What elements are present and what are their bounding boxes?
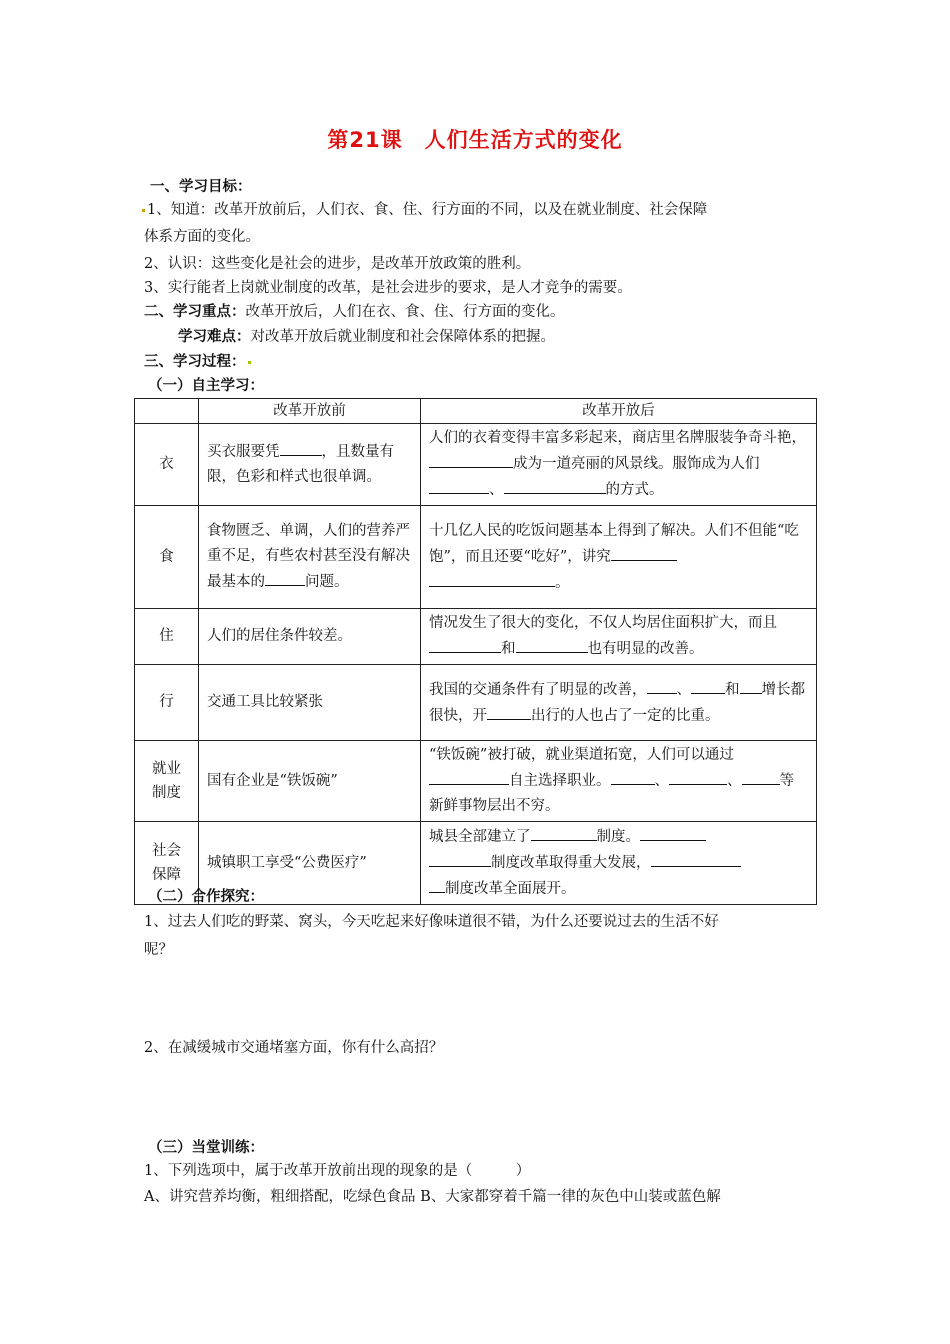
row-category: 就业 制度 [135,741,199,822]
row-category: 衣 [135,424,199,506]
fill-blank[interactable] [531,824,597,841]
key-points [144,302,565,322]
key-points-text: 改革开放后，人们在衣、食、住、行方面的变化。 [245,304,565,320]
row-category: 食 [135,506,199,609]
cell-after: 人们的衣着变得丰富多彩起来，商店里名牌服装争奇斗艳，成为一道亮丽的风景线。服饰成为人们、 的方式。 [421,424,817,506]
fill-blank[interactable] [429,477,489,494]
cooperation-q1-line-2: 呢？ [144,942,173,958]
header-empty-cell [135,399,199,424]
page-title: 第21课 人们生活方式的变化 [327,128,623,152]
cooperation-q1-line-1: 1、过去人们吃的野菜、窝头，今天吃起来好像味道很不错，为什么还要说过去的生活不好 [144,914,719,930]
header-after: 改革开放后 [421,399,817,424]
cell-after: 我国的交通条件有了明显的改善， 、 和 增长都很快，开 出行的人也占了一定的比重。 [421,665,817,741]
practice-heading: （三）当堂训练： [148,1140,264,1156]
fill-blank[interactable] [429,876,445,893]
header-before: 改革开放前 [199,399,421,424]
fill-blank[interactable] [429,636,501,653]
fill-blank[interactable] [647,677,677,694]
cell-before: 城镇职工享受“公费医疗” [199,822,421,905]
comparison-table [134,398,817,905]
fill-blank[interactable] [504,477,606,494]
fill-blank[interactable] [429,570,555,587]
fill-blank[interactable] [740,677,762,694]
table-row [135,741,817,822]
fill-blank[interactable] [265,569,305,586]
fill-blank[interactable] [669,768,727,785]
objective-2: 2、认识：这些变化是社会的进步，是改革开放政策的胜利。 [144,256,531,272]
fill-blank[interactable] [640,824,706,841]
difficulties [178,327,555,347]
objectives-heading: 一、学习目标： [150,179,252,195]
cell-before: 买衣服要凭 ，且数量有限，色彩和样式也很单调。 [199,424,421,506]
practice-q1-options: A、讲究营养均衡，粗细搭配，吃绿色食品 B、大家都穿着千篇一律的灰色中山装或蓝色解 [144,1189,721,1205]
cooperation-q2: 2、在减缓城市交通堵塞方面，你有什么高招？ [144,1040,444,1056]
table-row [135,506,817,609]
objective-1-line-2: 体系方面的变化。 [144,229,260,245]
fill-blank[interactable] [611,768,655,785]
cooperation-heading: （二）合作探究： [148,889,264,905]
difficulties-text: 对改革开放后就业制度和社会保障体系的把握。 [250,329,555,345]
objective-1-line-1: 1、知道：改革开放前后，人们衣、食、住、行方面的不同，以及在就业制度、社会保障 [142,200,707,220]
objective-3: 3、实行能者上岗就业制度的改革，是社会进步的要求，是人才竞争的需要。 [144,280,632,296]
fill-blank[interactable] [516,636,588,653]
fill-blank[interactable] [651,850,741,867]
fill-blank[interactable] [429,451,513,468]
key-points-label: 二、学习重点： [144,304,246,320]
practice-q1: 1、下列选项中，属于改革开放前出现的现象的是（ ） [144,1163,531,1179]
cell-before: 交通工具比较紧张 [199,665,421,741]
highlight-mark [142,209,145,212]
cell-after: 城县全部建立了 制度。 制度改革取得重大发展， 制度改革全面展开。 [421,822,817,905]
cell-after: 十几亿人民的吃饭问题基本上得到了解决。人们不但能“吃饱”，而且还要“吃好”，讲究 。 [421,506,817,609]
fill-blank[interactable] [742,768,780,785]
cell-after: 情况发生了很大的变化，不仅人均居住面积扩大，而且和 也有明显的改善。 [421,609,817,665]
row-category: 社会 保障 [135,822,199,905]
fill-blank[interactable] [611,544,677,561]
difficulties-label: 学习难点： [178,329,251,345]
process-heading: 三、学习过程： [144,352,253,372]
highlight-mark [248,361,251,364]
table-row [135,424,817,506]
row-category: 行 [135,665,199,741]
self-study-heading: （一）自主学习： [148,378,264,394]
cell-before: 人们的居住条件较差。 [199,609,421,665]
fill-blank[interactable] [691,677,725,694]
cell-before: 国有企业是“铁饭碗” [199,741,421,822]
cell-after: “铁饭碗”被打破，就业渠道拓宽，人们可以通过 自主选择职业。 、 、 等新鲜事物层出不穷。 [421,741,817,822]
fill-blank[interactable] [487,703,531,720]
cell-before: 食物匮乏、单调，人们的营养严重不足，有些农村甚至没有解决最基本的 问题。 [199,506,421,609]
fill-blank[interactable] [429,768,509,785]
table-row [135,665,817,741]
fill-blank[interactable] [280,439,322,456]
table-row [135,609,817,665]
fill-blank[interactable] [429,850,491,867]
row-category: 住 [135,609,199,665]
table-header-row [135,399,817,424]
